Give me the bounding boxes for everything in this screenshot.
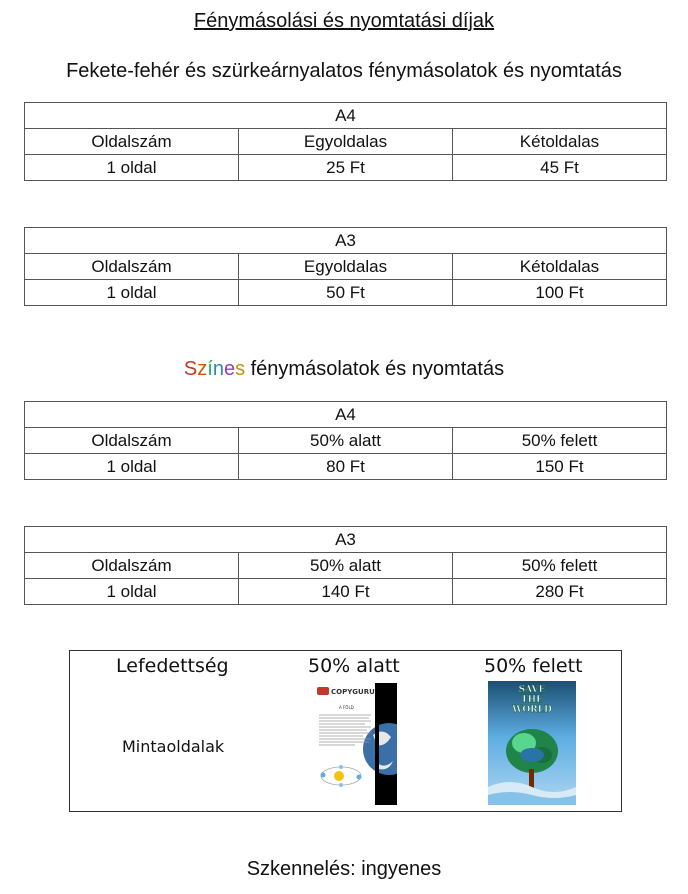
- sample-page-low-coverage: [315, 683, 397, 805]
- coverage-below-header: 50% alatt: [308, 655, 400, 677]
- table-row: [25, 579, 667, 605]
- bw-a4-table: [24, 102, 667, 181]
- table-size-header: A4: [25, 402, 667, 428]
- sample-bw-logo: COPYGURU: [331, 688, 375, 696]
- table-cell: 80 Ft: [239, 454, 453, 480]
- column-header: Egyoldalas: [239, 254, 453, 280]
- color-word-letter: e: [223, 358, 236, 380]
- table-size-header: A3: [25, 228, 667, 254]
- table-size-header: A3: [25, 527, 667, 553]
- table-cell: 1 oldal: [25, 155, 239, 181]
- table-cell: 100 Ft: [453, 280, 667, 306]
- color-section-heading: [0, 358, 688, 381]
- sample-pages-label: Mintaoldalak: [122, 737, 225, 756]
- sample-color-text-3: WORLD: [512, 705, 552, 715]
- column-header: 50% felett: [453, 553, 667, 579]
- color-word-letter: í: [207, 358, 213, 380]
- column-header: Oldalszám: [25, 553, 239, 579]
- scanning-info: Szkennelés: ingyenes: [246, 858, 442, 880]
- color-word-letter: n: [212, 358, 224, 380]
- column-header: Egyoldalas: [239, 129, 453, 155]
- color-word-letter: s: [235, 358, 246, 380]
- color-a3-table: [24, 526, 667, 605]
- coverage-example-box: [69, 650, 622, 812]
- color-heading-rest: fénymásolatok és nyomtatás: [245, 358, 505, 380]
- sample-color-text-2: THE: [520, 695, 544, 705]
- table-cell: 50 Ft: [239, 280, 453, 306]
- table-row: [25, 155, 667, 181]
- sample-bw-caption: A FÖLD: [339, 705, 354, 710]
- bw-a3-table: [24, 227, 667, 306]
- column-header: Oldalszám: [25, 254, 239, 280]
- column-header: Kétoldalas: [453, 129, 667, 155]
- color-word: [184, 358, 245, 380]
- color-word-letter: S: [183, 358, 198, 380]
- column-header: Oldalszám: [25, 129, 239, 155]
- table-cell: 45 Ft: [453, 155, 667, 181]
- bw-section-heading: Fekete-fehér és szürkeárnyalatos fénymásolatok és nyomtatás: [66, 60, 622, 82]
- column-header: Oldalszám: [25, 428, 239, 454]
- column-header: Kétoldalas: [453, 254, 667, 280]
- table-size-header: A4: [25, 103, 667, 129]
- table-cell: 150 Ft: [453, 454, 667, 480]
- coverage-above-header: 50% felett: [484, 655, 583, 677]
- column-header: 50% alatt: [239, 553, 453, 579]
- table-cell: 280 Ft: [453, 579, 667, 605]
- sample-page-high-coverage: [488, 681, 576, 805]
- column-header: 50% felett: [453, 428, 667, 454]
- table-row: [25, 280, 667, 306]
- table-cell: 25 Ft: [239, 155, 453, 181]
- coverage-header-label: Lefedettség: [116, 655, 229, 677]
- sample-color-text-1: SAVE: [518, 685, 546, 695]
- color-word-letter: z: [197, 358, 208, 380]
- table-cell: 140 Ft: [239, 579, 453, 605]
- table-row: [25, 454, 667, 480]
- table-cell: 1 oldal: [25, 280, 239, 306]
- color-a4-table: [24, 401, 667, 480]
- column-header: 50% alatt: [239, 428, 453, 454]
- table-cell: 1 oldal: [25, 579, 239, 605]
- table-cell: 1 oldal: [25, 454, 239, 480]
- page-title: Fénymásolási és nyomtatási díjak: [193, 10, 495, 32]
